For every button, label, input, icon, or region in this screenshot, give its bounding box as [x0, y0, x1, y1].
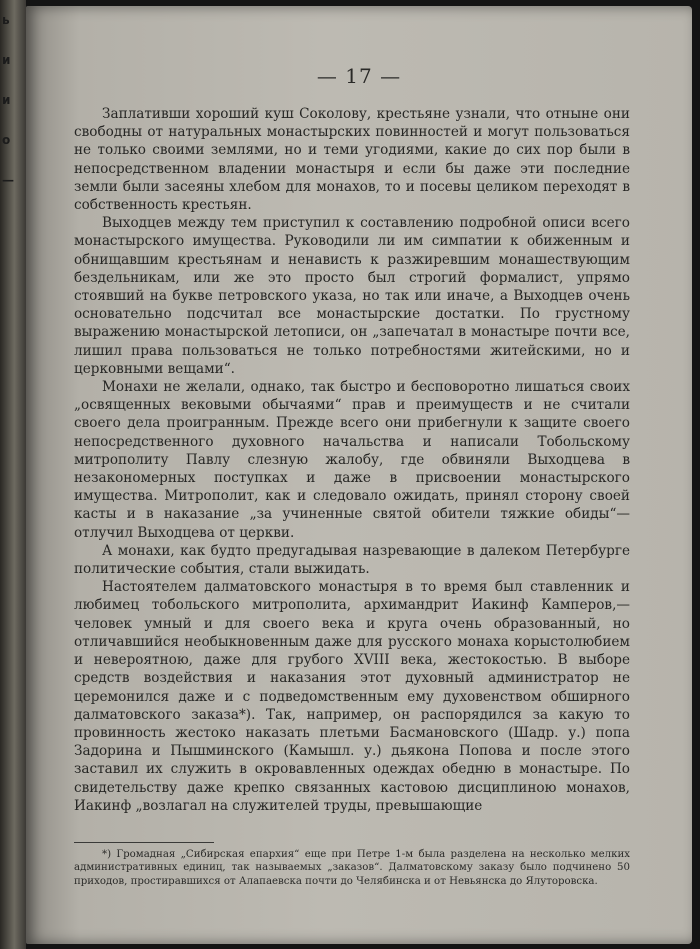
footnote: *) Громадная „Сибирская епархия“ еще при Петре 1-м была разделена на несколько мелких административных единиц, так называемых „заказов“. Далматовскому заказу было подчинено 50 приходов, простиравшихся от Алапаевска почти до Челябинска и от Невьянска до Ялуторовска.	[74, 849, 630, 887]
paragraph: Заплативши хороший куш Соколову, крестьяне узнали, что отныне они свободны от натуральных монастырских повинностей и могут пользоваться не только своими землями, но и теми угодиями, какие до сих пор были в непосредственном владении монастыря и если бы даже эти последние земли были засеяны хлебом для монахов, то и посевы целиком переходят в собственность крестьян.	[74, 106, 630, 214]
paragraph: Монахи не желали, однако, так быстро и бесповоротно лишаться своих „освященных вековыми обычаями“ прав и преимуществ и не считали своего дела проигранным. Прежде всего они прибегнули к защите своего непосредственного духовного начальства и написали Тобольскому митрополиту Павлу слезную жалобу, где обвиняли Выходцева в незакономерных поступках и даже в присвоении монастырского имущества. Митрополит, как и следовало ожидать, принял сторону своей касты и в наказание „за учиненные святой обители тяжкие обиды“—отлучил Выходцева от церкви.	[74, 379, 630, 541]
paragraph: А монахи, как будто предугадывая назревающие в далеком Петербурге политические события, стали выжидать.	[74, 542, 630, 578]
body-text	[74, 105, 630, 815]
book-page	[26, 6, 692, 944]
paragraph: Настоятелем далматовского монастыря в то время был ставленник и любимец тобольского митрополита, архимандрит Иакинф Камперов,—человек умный и для своего века и круга очень образованный, но отличавшийся необыкновенным даже для русского монаха корыстолюбием и невероятною, даже для грубого XVIII века, жестокостью. В выборе средств воздействия и наказания этот духовный администратор не церемонился даже и с подведомственным ему духовенством обширного далматовского заказа*). Так, например, он распорядился за какую то провинность жестоко наказать плетьми Басмановского (Шадр. у.) попа Задорина и Пышминского (Камышл. у.) дьякона Попова и после этого заставил их служить в окровавленных одеждах обедню в монастыре. По свидетельству даже крепко связанных кастовою дисциплиною монахов, Иакинф „возлагал на служителей труды, превышающие	[74, 579, 630, 814]
paragraph: Выходцев между тем приступил к составлению подробной описи всего монастырского имущества. Руководили ли им симпатии к обиженным и обнищавшим крестьянам и ненависть к разжиревшим монашествующим бездельникам, или же это просто был строгий формалист, упрямо стоявший на букве петровского указа, но так или иначе, а Выходцев очень основательно подсчитал все монастырские достатки. По грустному выражению монастырской летописи, он „запечатал в монастыре почти все, лишил права пользоваться не только потребностями житейскими, но и церковными вещами“.	[74, 215, 630, 377]
previous-page-text-fragment: ь и и о —	[2, 13, 14, 187]
footnote-divider	[74, 842, 214, 843]
previous-page-edge	[0, 0, 26, 949]
page-number: — 17 —	[316, 64, 402, 88]
